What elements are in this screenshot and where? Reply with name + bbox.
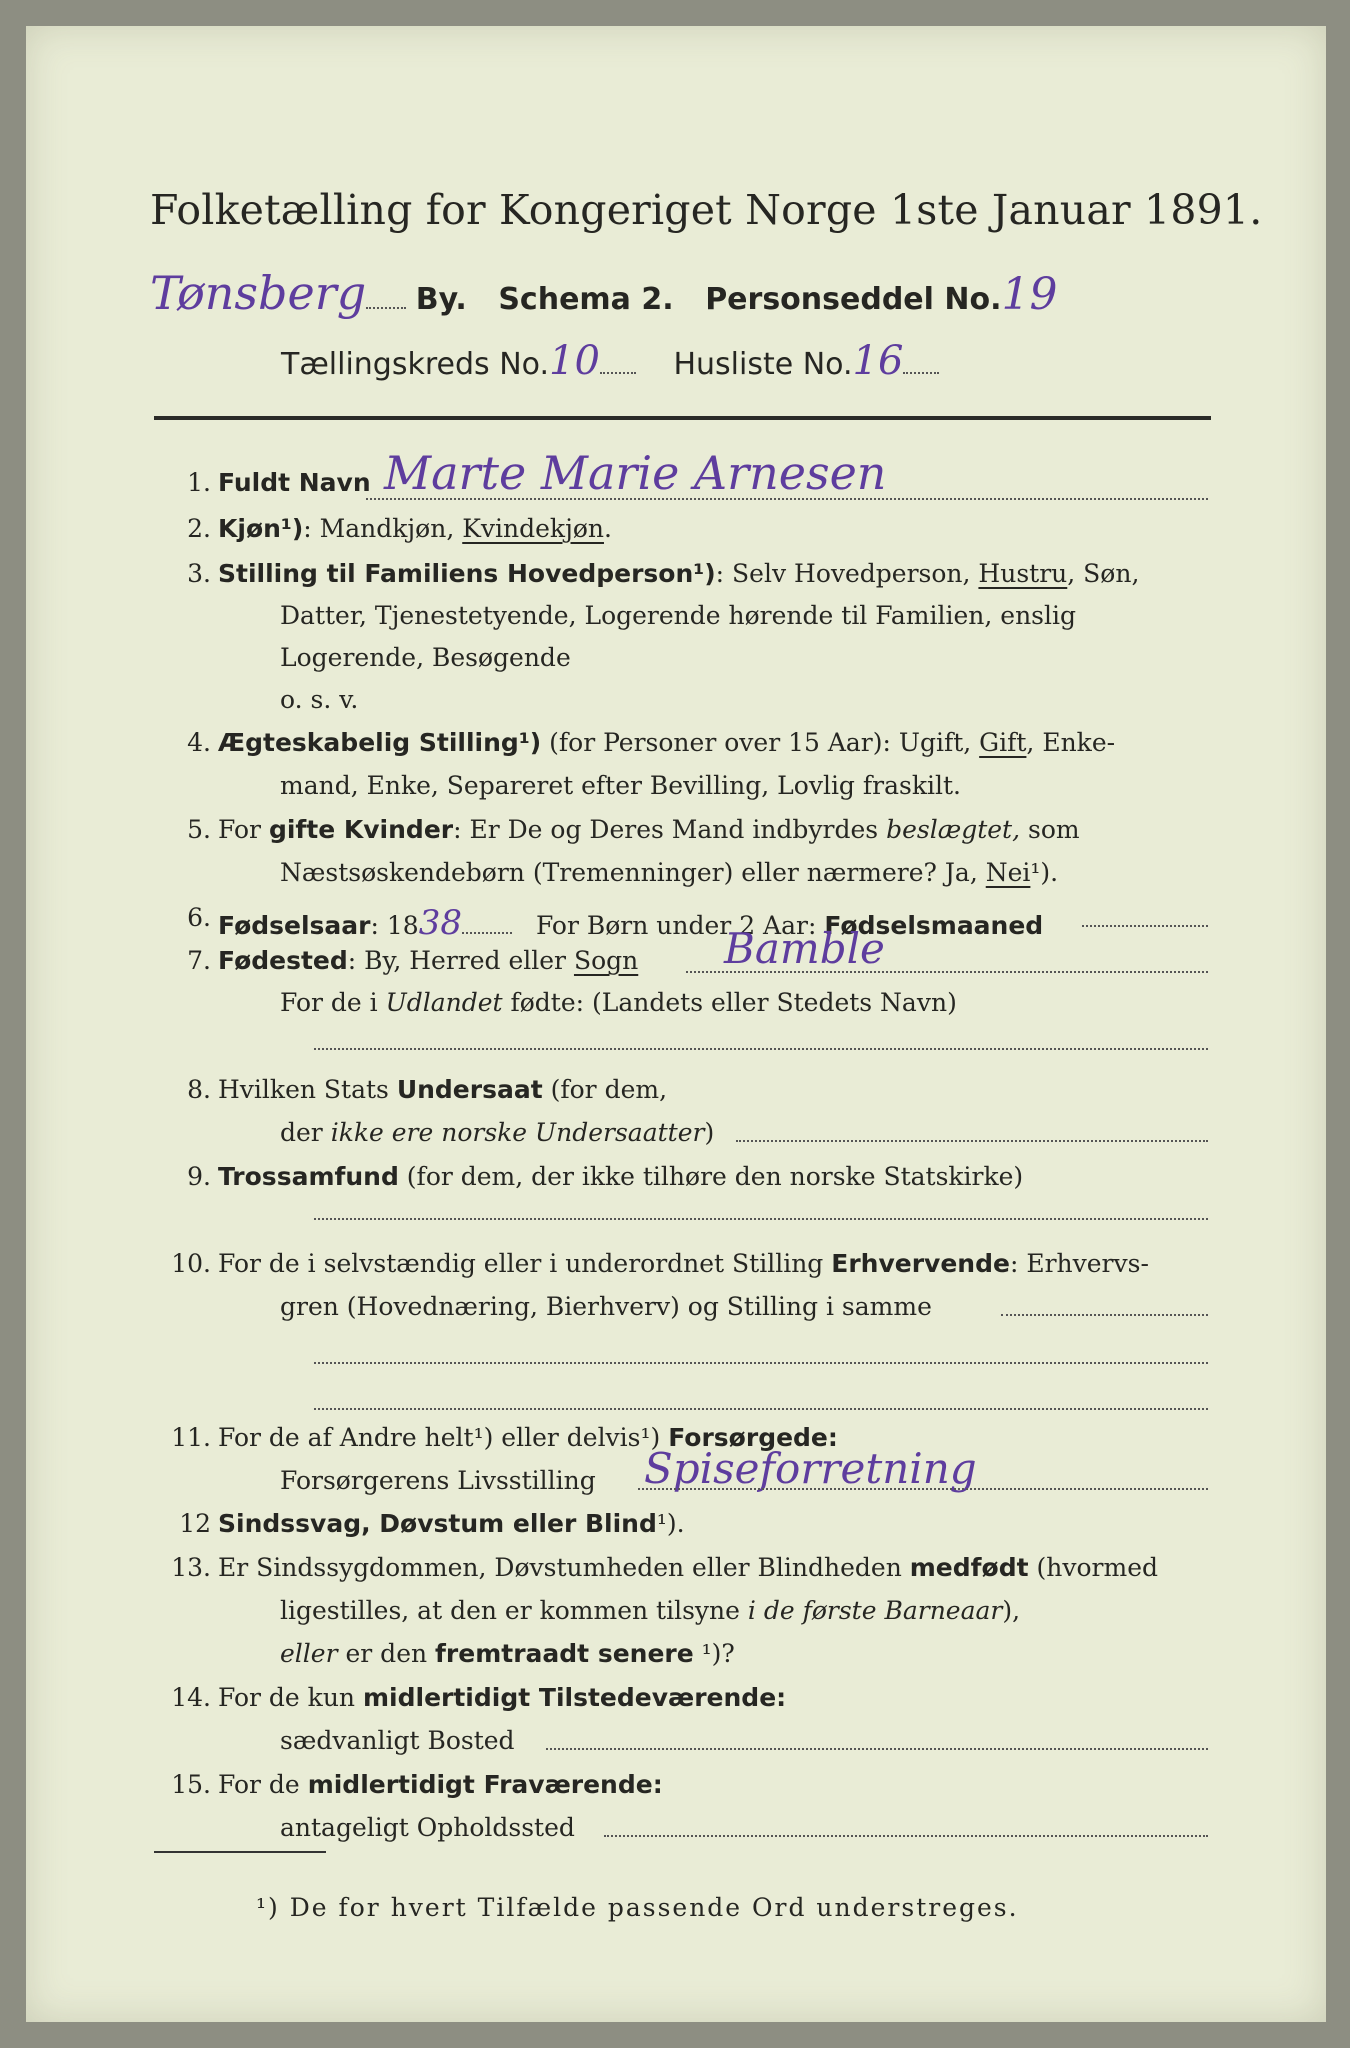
item-erhverv: For de i selvstændig eller i underordnet Stilling Erhvervende: Erhvervs- xyxy=(218,1249,1149,1278)
item-medfodt-line2: ligestilles, at den er kommen tilsyne i de første Barneaar), xyxy=(280,1596,1021,1625)
item-stilling-line2: Datter, Tjenestetyende, Logerende hørende til Familien, enslig xyxy=(280,601,1077,630)
item-number: 13. xyxy=(171,1553,211,1582)
item-forsorgede-line2: Forsørgerens Livsstilling xyxy=(280,1466,596,1495)
form-title: Folketælling for Kongeriget Norge 1ste Januar 1891. xyxy=(150,186,1263,234)
schema-label: Schema 2. xyxy=(498,282,674,317)
item-number: 2. xyxy=(187,514,211,543)
handwritten-livsstilling: Spiseforretning xyxy=(644,1444,977,1493)
item-number: 8. xyxy=(187,1075,211,1104)
item-gifte-kvinder: For gifte Kvinder: Er De og Deres Mand indbyrdes beslægtet, som xyxy=(218,815,1080,844)
handwritten-birthplace: Bamble xyxy=(724,924,885,973)
item-sindssvag: Sindssvag, Døvstum eller Blind¹). xyxy=(218,1509,685,1538)
item-aegteskab: Ægteskabelig Stilling¹) (for Personer over 15 Aar): Ugift, Gift, Enke- xyxy=(218,728,1116,757)
item-number: 10. xyxy=(171,1249,211,1278)
item-number: 12 xyxy=(179,1509,211,1538)
item-fodselsaar: Fødselsaar: 1838 For Børn under 2 Aar: Fødselsmaaned xyxy=(218,903,1044,943)
item-tilstedevaerende: For de kun midlertidigt Tilstedeværende: xyxy=(218,1683,787,1712)
item-number: 11. xyxy=(171,1423,211,1452)
handwritten-city: Tønsberg xyxy=(150,266,367,320)
item-number: 15. xyxy=(171,1770,211,1799)
item-number: 7. xyxy=(187,946,211,975)
item-medfodt: Er Sindssygdommen, Døvstumheden eller Blindheden medfødt (hvormed xyxy=(218,1553,1158,1582)
item-medfodt-line3: eller er den fremtraadt senere ¹)? xyxy=(280,1639,735,1668)
item-tilstedevaerende-line2: sædvanligt Bosted xyxy=(280,1726,515,1755)
personseddel-label: Personseddel No. xyxy=(705,282,1002,317)
item-stilling: Stilling til Familiens Hovedperson¹): Selv Hovedperson, Hustru, Søn, xyxy=(218,559,1140,588)
item-kjon: Kjøn¹): Mandkjøn, Kvindekjøn. xyxy=(218,514,612,543)
city-type: By. xyxy=(415,282,467,317)
district-line xyxy=(281,338,939,384)
district-number: 10 xyxy=(549,338,600,384)
husliste-label: Husliste No. xyxy=(673,347,853,382)
item-number: 4. xyxy=(187,728,211,757)
item-fodested: Fødested: By, Herred eller Sogn xyxy=(218,946,639,975)
item-fodested-line2: For de i Udlandet fødte: (Landets eller Stedets Navn) xyxy=(280,988,957,1017)
census-form-page xyxy=(26,26,1326,2022)
item-forsorgede: For de af Andre helt¹) eller delvis¹) Forsørgede: xyxy=(218,1423,838,1452)
item-gifte-line2: Næstsøskendebørn (Tremenninger) eller nærmere? Ja, Nei¹). xyxy=(280,858,1059,887)
item-number: 5. xyxy=(187,815,211,844)
item-trossamfund: Trossamfund (for dem, der ikke tilhøre den norske Statskirke) xyxy=(218,1162,1024,1191)
footnote: ¹) De for hvert Tilfælde passende Ord understreges. xyxy=(256,1893,1019,1922)
item-undersaat: Hvilken Stats Undersaat (for dem, xyxy=(218,1075,668,1104)
item-stilling-line4: o. s. v. xyxy=(280,685,359,714)
schema-line xyxy=(150,266,1057,320)
item-fravaerende-line2: antageligt Opholdssted xyxy=(280,1813,575,1842)
item-fravaerende: For de midlertidigt Fraværende: xyxy=(218,1770,663,1799)
handwritten-name: Marte Marie Arnesen xyxy=(384,446,887,500)
item-number: 14. xyxy=(171,1683,211,1712)
footnote-divider xyxy=(154,1851,326,1853)
item-number: 1. xyxy=(187,468,211,497)
item-undersaat-line2: der ikke ere norske Undersaatter) xyxy=(280,1118,715,1147)
item-fuldt-navn: Fuldt Navn xyxy=(218,468,371,497)
item-number: 3. xyxy=(187,559,211,588)
district-label: Tællingskreds No. xyxy=(281,347,549,382)
item-number: 9. xyxy=(187,1162,211,1191)
item-stilling-line3: Logerende, Besøgende xyxy=(280,643,571,672)
item-number: 6. xyxy=(187,903,211,932)
personseddel-number: 19 xyxy=(1001,269,1058,320)
item-aegteskab-line2: mand, Enke, Separeret efter Bevilling, Lovlig fraskilt. xyxy=(280,771,961,800)
item-erhverv-line2: gren (Hovednæring, Bierhverv) og Stilling i samme xyxy=(280,1292,932,1321)
husliste-number: 16 xyxy=(852,338,904,384)
header-divider xyxy=(154,416,1211,420)
